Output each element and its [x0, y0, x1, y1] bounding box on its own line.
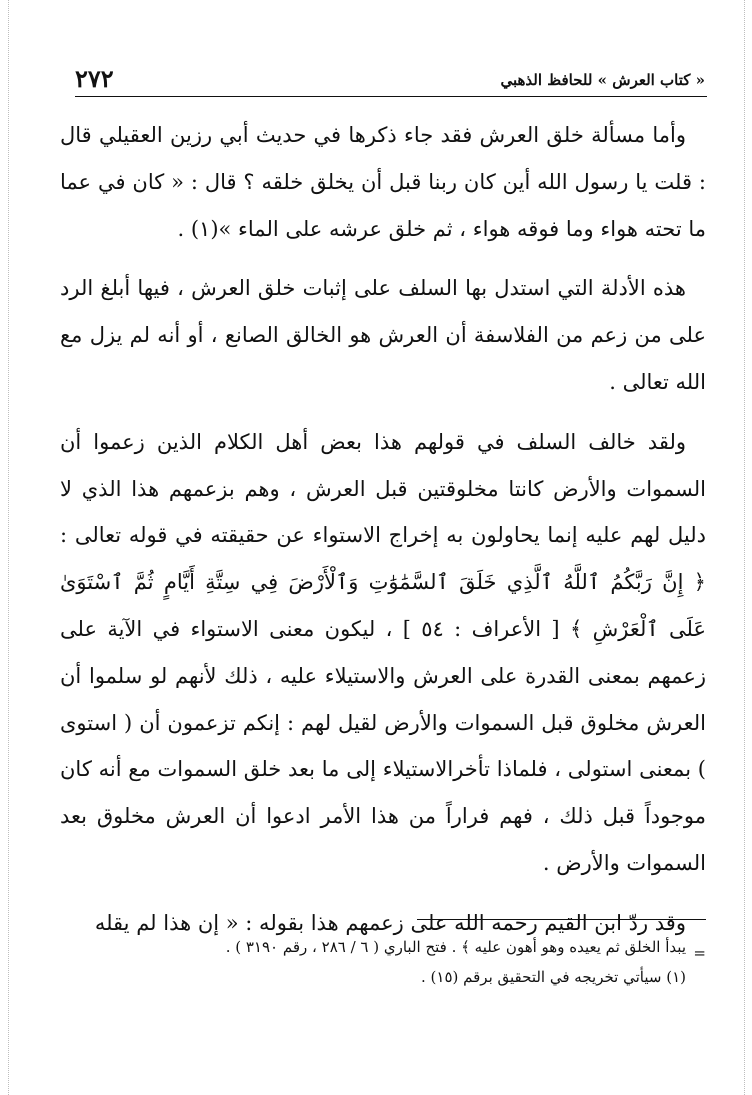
footnote-rule	[417, 919, 706, 920]
running-title: « كتاب العرش » للحافظ الذهبي	[500, 71, 705, 89]
footnote-1: (١) سيأتي تخريجه في التحقيق برقم (١٥) .	[421, 968, 686, 986]
header-rule	[75, 96, 707, 97]
footnotes	[60, 932, 706, 992]
paragraph-throne-creation: وأما مسألة خلق العرش فقد جاء ذكرها في حديث أبي رزين العقيلي قال : قلت يا رسول الله أين كان ربنا قبل أن يخلق خلقه ؟ قال : « كان في عما ما تحته هواء وما فوقه هواء ، ثم خلق عرشه على الماء »(١) .	[60, 123, 706, 241]
footnote-continued-text: يبدأ الخلق ثم يعيده وهو أهون عليه ﴾ . فتح الباري ( ٦ / ٢٨٦ ، رقم ٣١٩٠ ) .	[225, 938, 686, 956]
footnote-continued	[60, 932, 706, 962]
scan-edge-right	[744, 0, 746, 1095]
page-header	[75, 62, 705, 98]
paragraph-ibn-qayyim: وقد ردّ ابن القيم رحمه الله على زعمهم هذا بقوله : « إن هذا لم يقله	[94, 910, 686, 935]
scan-edge-left	[8, 0, 10, 1095]
paragraph-kalam-dispute: ولقد خالف السلف في قولهم هذا بعض أهل الكلام الذين زعموا أن السموات والأرض كانتا مخلوقتين قبل العرش ، وهم بزعمهم هذا الذي لا دليل لهم عليه إنما يحاولون به إخراج الاستواء عن حقيقته في قوله تعالى : ﴿ إِنَّ رَبَّكُمُ ٱللَّهُ ٱلَّذِي خَلَقَ ٱلسَّمَٰوَٰتِ وَٱلْأَرْضَ فِي سِتَّةِ أَيَّامٍ ثُمَّ ٱسْتَوَىٰ عَلَى ٱلْعَرْشِ ﴾ [ الأعراف : ٥٤ ] ، ليكون معنى الاستواء في الآية على زعمهم بمعنى القدرة على العرش والاستيلاء عليه ، ذلك لأنهم لو سلموا أن العرش مخلوق قبل السموات والأرض لقيل لهم : إنكم تزعمون أن ( استوى ) بمعنى استولى ، فلماذا تأخرالاستيلاء إلى ما بعد خلق السموات مع أنه كان موجوداً قبل ذلك ، فهم فراراً من هذا الأمر ادعوا أن العرش مخلوق بعد السموات والأرض .	[60, 429, 706, 875]
body-text	[60, 112, 706, 947]
paragraph-evidence: هذه الأدلة التي استدل بها السلف على إثبات خلق العرش ، فيها أبلغ الرد على من زعم من الفلاسفة أن العرش هو الخالق الصانع ، أو أنه لم يزل مع الله تعالى .	[60, 276, 706, 394]
page-number: ٢٧٢	[75, 64, 114, 93]
footnote-continuation-mark: =	[693, 944, 706, 962]
